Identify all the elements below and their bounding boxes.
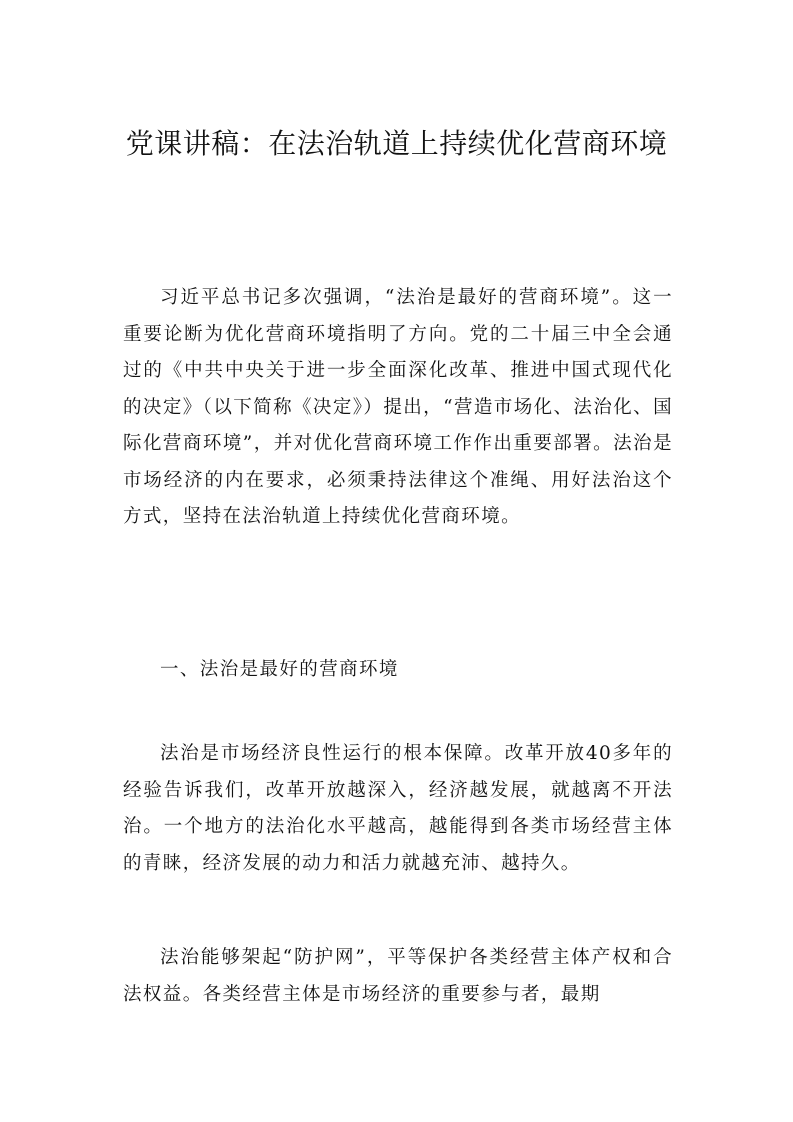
- body-paragraph: 法治是市场经济良性运行的根本保障。改革开放40多年的经验告诉我们，改革开放越深入，经济越发展，就越离不开法治。一个地方的法治化水平越高，越能得到各类市场经营主体的青睐，经济发展的动力和活力就越充沛、越持久。: [123, 743, 673, 874]
- section-heading: 一、法治是最好的营商环境: [160, 659, 399, 680]
- document-title: 党课讲稿：在法治轨道上持续优化营商环境: [125, 127, 668, 160]
- intro-paragraph: 习近平总书记多次强调，“法治是最好的营商环境”。这一重要论断为优化营商环境指明了方向。党的二十届三中全会通过的《中共中央关于进一步全面深化改革、推进中国式现代化的决定》（以下简称《决定》）提出，“营造市场化、法治化、国际化营商环境”，并对优化营商环境工作作出重要部署。法治是市场经济的内在要求，必须秉持法律这个准绳、用好法治这个方式，坚持在法治轨道上持续优化营商环境。: [123, 287, 673, 527]
- body-paragraph: 法治能够架起“防护网”，平等保护各类经营主体产权和合法权益。各类经营主体是市场经济的重要参与者，最期: [123, 947, 673, 1005]
